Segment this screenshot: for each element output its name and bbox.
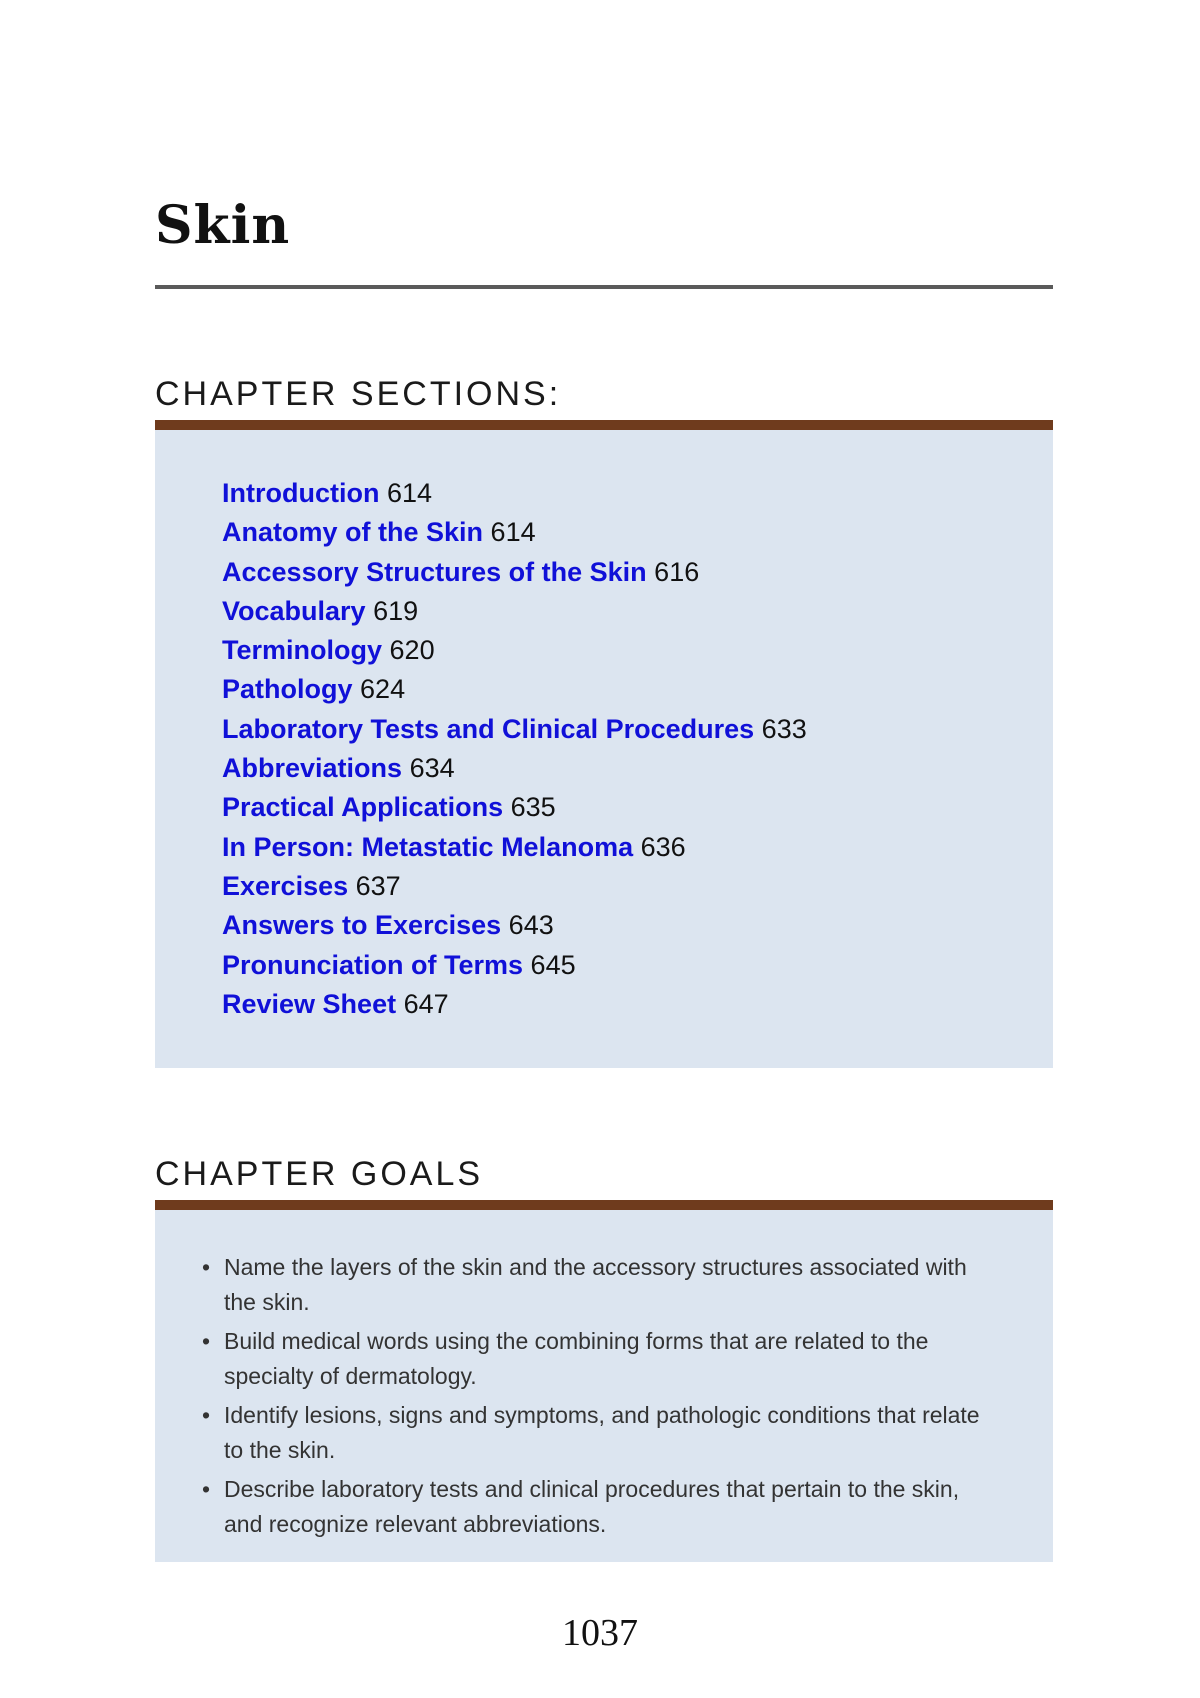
bullet-icon: • <box>202 1402 211 1428</box>
goal-text: Describe laboratory tests and clinical procedures that pertain to the skin, and recognize relevant abbreviations. <box>224 1476 960 1537</box>
goal-item <box>202 1324 992 1394</box>
goal-text: Identify lesions, signs and symptoms, and pathologic conditions that relate to the skin. <box>224 1402 980 1463</box>
toc-page-number: 614 <box>490 517 536 548</box>
toc-item[interactable] <box>222 553 807 592</box>
toc-page-number: 620 <box>389 635 435 666</box>
toc-link[interactable]: Vocabulary <box>222 595 366 626</box>
toc-page-number: 616 <box>654 556 700 587</box>
toc-link[interactable]: Pathology <box>222 674 353 705</box>
toc-link[interactable]: Laboratory Tests and Clinical Procedures <box>222 713 755 744</box>
toc-link[interactable]: Exercises <box>222 870 349 901</box>
toc-page-number: 624 <box>360 674 406 705</box>
chapter-goals-bar <box>155 1200 1053 1210</box>
goal-text: Name the layers of the skin and the accessory structures associated with the skin. <box>224 1254 967 1315</box>
toc-item[interactable] <box>222 946 807 985</box>
toc-item[interactable] <box>222 749 807 788</box>
toc-item[interactable] <box>222 631 807 670</box>
toc-item[interactable] <box>222 710 807 749</box>
toc-item[interactable] <box>222 474 807 513</box>
toc-page-number: 614 <box>386 478 433 508</box>
toc-page-number: 634 <box>409 753 455 784</box>
toc-link[interactable]: Review Sheet <box>222 988 397 1019</box>
toc-item[interactable] <box>222 670 807 709</box>
chapter-sections-heading: CHAPTER SECTIONS: <box>155 375 562 413</box>
chapter-goals-heading: CHAPTER GOALS <box>155 1155 484 1193</box>
goal-item <box>202 1472 992 1542</box>
toc-item[interactable] <box>222 788 807 827</box>
title-divider <box>155 285 1053 289</box>
goal-text: Build medical words using the combining forms that are related to the specialty of dermatology. <box>224 1328 929 1389</box>
toc-link[interactable]: Accessory Structures of the Skin <box>222 556 647 587</box>
toc-link[interactable]: In Person: Metastatic Melanoma <box>222 831 634 862</box>
toc-link[interactable]: Introduction <box>222 478 380 508</box>
toc-item[interactable] <box>222 592 807 631</box>
toc-page-number: 645 <box>530 949 576 980</box>
toc-page-number: 647 <box>403 988 449 1019</box>
toc-page-number: 643 <box>508 910 554 941</box>
toc-page-number: 637 <box>355 870 401 901</box>
toc-page-number: 633 <box>761 713 807 744</box>
toc-page-number: 636 <box>640 831 686 862</box>
page-number: 1037 <box>562 1612 638 1654</box>
toc-link[interactable]: Answers to Exercises <box>222 910 502 941</box>
toc-item[interactable] <box>222 867 807 906</box>
goal-item <box>202 1398 992 1468</box>
toc-page-number: 635 <box>510 792 556 823</box>
bullet-icon: • <box>202 1476 211 1502</box>
toc-link[interactable]: Terminology <box>222 635 383 666</box>
chapter-title: Skin <box>155 195 291 256</box>
toc-link[interactable]: Pronunciation of Terms <box>222 949 524 980</box>
bullet-icon: • <box>202 1254 211 1280</box>
toc-link[interactable]: Abbreviations <box>222 753 403 784</box>
chapter-sections-list <box>222 474 807 1024</box>
toc-item[interactable] <box>222 828 807 867</box>
chapter-sections-bar <box>155 420 1053 430</box>
goal-item <box>202 1250 992 1320</box>
bullet-icon: • <box>202 1328 211 1354</box>
toc-item[interactable] <box>222 985 807 1024</box>
toc-page-number: 619 <box>373 595 419 626</box>
toc-link[interactable]: Practical Applications <box>222 792 504 823</box>
toc-item[interactable] <box>222 906 807 945</box>
toc-item[interactable] <box>222 513 807 552</box>
chapter-goals-list <box>202 1250 992 1546</box>
toc-link[interactable]: Anatomy of the Skin <box>222 517 484 548</box>
